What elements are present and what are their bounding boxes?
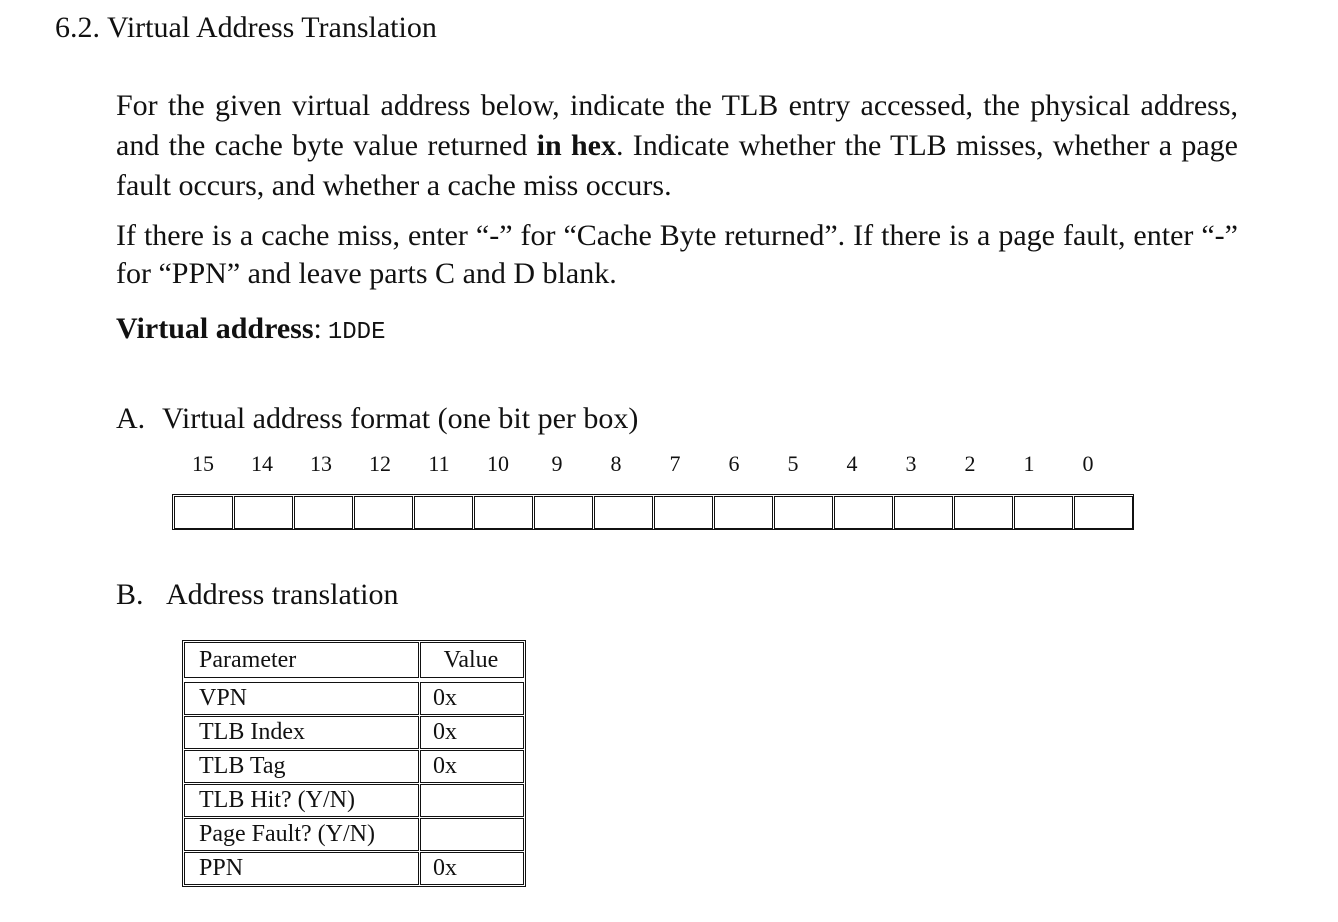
instructions-text-continued: . Indicate whether the TLB misses, whether a page fault occurs, and whether a cache miss occurs.: [116, 129, 1238, 202]
instructions-bold-text: in hex: [536, 129, 616, 162]
table-row: [184, 682, 524, 715]
bit-box[interactable]: [354, 496, 413, 529]
bit-position-labels: [173, 450, 1117, 478]
bit-label: 1: [1023, 451, 1035, 476]
table-row: [184, 818, 524, 851]
value-cell[interactable]: [420, 818, 524, 851]
parameter-cell: PPN: [184, 852, 419, 885]
bit-label: 8: [610, 451, 622, 476]
parameter-column-header: Parameter: [184, 642, 419, 678]
bit-label: 0: [1082, 451, 1094, 476]
bit-box[interactable]: [594, 496, 653, 529]
part-a-letter: A.: [116, 402, 146, 435]
value-cell[interactable]: [420, 784, 524, 817]
bit-label: 4: [846, 451, 858, 476]
value-cell[interactable]: 0x: [420, 716, 524, 749]
bit-box[interactable]: [414, 496, 473, 529]
bit-label: 2: [964, 451, 976, 476]
bit-box[interactable]: [174, 496, 233, 529]
table-row: [184, 716, 524, 749]
bit-label: 14: [251, 451, 273, 476]
table-row: [184, 784, 524, 817]
instructions-text: For the given virtual address below, indicate the TLB entry accessed, the physical address, and the cache byte value returned: [116, 89, 1238, 162]
table-header-separator: [184, 679, 524, 681]
virtual-address-label: Virtual address: [116, 312, 314, 345]
bit-label: 15: [192, 451, 214, 476]
table-body: [184, 679, 524, 885]
value-cell[interactable]: 0x: [420, 852, 524, 885]
parameter-cell: TLB Tag: [184, 750, 419, 783]
instructions-paragraph-2: If there is a cache miss, enter “-” for “Cache Byte returned”. If there is a page fault, enter “-” for “PPN” and leave parts C and D blank.: [116, 219, 1238, 290]
value-cell[interactable]: 0x: [420, 682, 524, 715]
virtual-address-line: [116, 309, 385, 353]
table-row: [184, 750, 524, 783]
bit-label: 9: [551, 451, 563, 476]
virtual-address-colon: :: [313, 312, 322, 345]
part-a-heading: [116, 399, 638, 439]
bit-label: 13: [310, 451, 332, 476]
bit-label: 11: [428, 451, 450, 476]
bit-label: 5: [787, 451, 799, 476]
virtual-address-value: 1DDE: [327, 319, 386, 346]
bit-box[interactable]: [234, 496, 293, 529]
part-b-title: Address translation: [166, 578, 399, 611]
bit-box-row: [172, 494, 1134, 530]
bit-label: 12: [369, 451, 391, 476]
parameter-cell: Page Fault? (Y/N): [184, 818, 419, 851]
bit-box[interactable]: [714, 496, 773, 529]
bit-label: 3: [905, 451, 917, 476]
parameter-cell: VPN: [184, 682, 419, 715]
part-b-heading: [116, 575, 398, 615]
bit-box[interactable]: [954, 496, 1013, 529]
bit-label: 6: [728, 451, 740, 476]
bit-box[interactable]: [294, 496, 353, 529]
instructions-paragraph-1: [116, 86, 1238, 206]
address-translation-table: [182, 640, 526, 887]
separator-cell: [184, 679, 524, 681]
bit-box[interactable]: [1014, 496, 1073, 529]
part-b-letter: B.: [116, 578, 144, 611]
bit-box[interactable]: [834, 496, 893, 529]
bit-box[interactable]: [474, 496, 533, 529]
table-header-row: [184, 642, 524, 678]
table-row: [184, 852, 524, 885]
bit-box[interactable]: [534, 496, 593, 529]
bit-box[interactable]: [654, 496, 713, 529]
value-cell[interactable]: 0x: [420, 750, 524, 783]
section-title: 6.2. Virtual Address Translation: [55, 11, 437, 44]
part-a-title: Virtual address format (one bit per box): [162, 402, 639, 435]
bit-box[interactable]: [774, 496, 833, 529]
value-column-header: Value: [420, 642, 524, 678]
bit-label: 10: [487, 451, 509, 476]
bit-label: 7: [669, 451, 681, 476]
bit-box[interactable]: [1074, 496, 1133, 529]
parameter-cell: TLB Index: [184, 716, 419, 749]
bit-box[interactable]: [894, 496, 953, 529]
parameter-cell: TLB Hit? (Y/N): [184, 784, 419, 817]
